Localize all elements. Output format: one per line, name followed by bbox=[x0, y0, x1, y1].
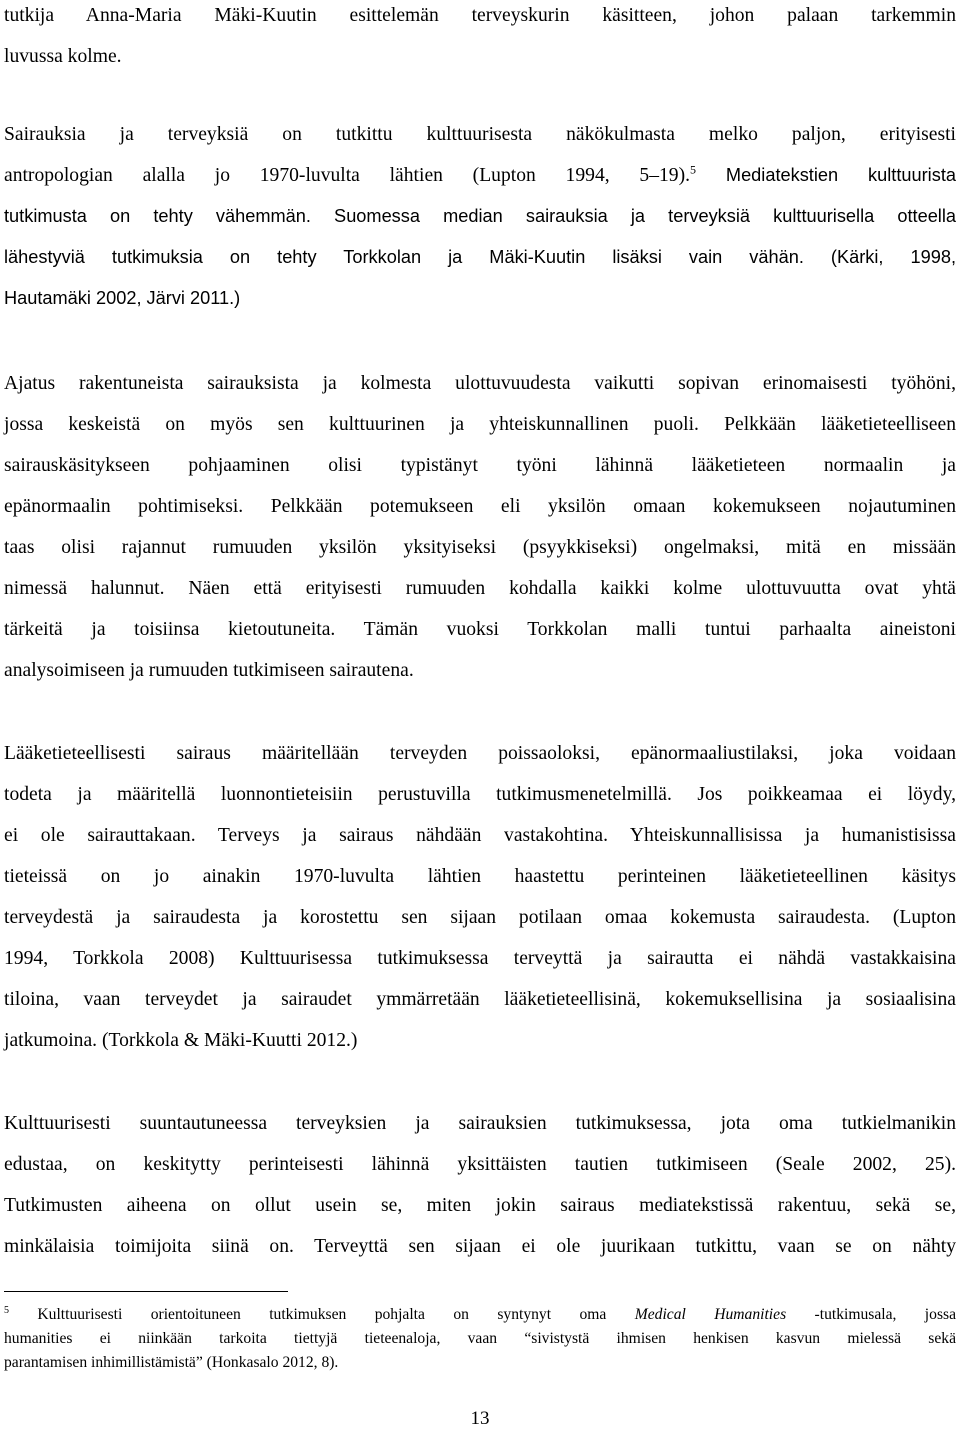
text-line: 1994, Torkkola 2008) Kulttuurisessa tutkimuksessa terveyttä ja sairautta ei nähdä vastakkaisina bbox=[4, 948, 956, 969]
page-number: 13 bbox=[470, 1408, 490, 1429]
text-line: lähestyviä tutkimuksia on tehty Torkkolan ja Mäki-Kuutin lisäksi vain vähän. (Kärki, 1998, bbox=[4, 247, 956, 267]
text-line: minkälaisia toimijoita siinä on. Terveyttä sen sijaan ei ole juurikaan tutkittu, vaan se on nähty bbox=[4, 1236, 956, 1257]
text-line: epänormaalin pohtimiseksi. Pelkkään potemukseen eli yksilön omaan kokemukseen nojautuminen bbox=[4, 496, 956, 517]
text-line: ei ole sairauttakaan. Terveys ja sairaus nähdään vastakohtina. Yhteiskunnallisissa ja humanistisissa bbox=[4, 825, 956, 846]
paragraph-5 bbox=[4, 1103, 956, 1267]
text-run: Mediatekstien kulttuurista bbox=[696, 165, 956, 185]
text-line: jatkumoina. (Torkkola & Mäki-Kuutti 2012.) bbox=[4, 1030, 358, 1051]
paragraph-3 bbox=[4, 363, 956, 691]
text-line: jossa keskeistä on myös sen kulttuurinen ja yhteiskunnallinen puoli. Pelkkään lääketieteelliseen bbox=[4, 414, 956, 435]
text-line: luvussa kolme. bbox=[4, 46, 122, 67]
paragraph-2 bbox=[4, 114, 956, 319]
text-line: Tutkimusten aiheena on ollut usein se, miten jokin sairaus mediatekstissä rakentuu, sekä se, bbox=[4, 1195, 956, 1216]
text-line bbox=[4, 155, 956, 196]
paragraph-4 bbox=[4, 733, 956, 1061]
text-line: Kulttuurisesti suuntautuneessa terveyksien ja sairauksien tutkimuksessa, jota oma tutkielmanikin bbox=[4, 1113, 956, 1134]
text-run: tutkimusta on tehty vähemmän. bbox=[4, 206, 311, 226]
footnote-separator bbox=[4, 1291, 288, 1292]
footnote-reference: 5 bbox=[690, 162, 697, 177]
text-line: tiloina, vaan terveydet ja sairaudet ymmärretään lääketieteellisinä, kokemuksellisina ja sosiaalisina bbox=[4, 989, 956, 1010]
footnote-number: 5 bbox=[4, 1304, 9, 1316]
text-run: Kulttuurisesti orientoituneen tutkimuksen pohjalta on syntynyt oma bbox=[9, 1306, 635, 1323]
text-line: tutkija Anna-Maria Mäki-Kuutin esittelemän terveyskurin käsitteen, johon palaan tarkemmin bbox=[4, 5, 956, 26]
text-line: analysoimiseen ja rumuuden tutkimiseen sairautena. bbox=[4, 660, 414, 681]
paragraph-1 bbox=[4, 0, 956, 77]
text-run-italic: Medical Humanities bbox=[634, 1306, 787, 1323]
text-line: Ajatus rakentuneista sairauksista ja kolmesta ulottuvuudesta vaikutti sopivan erinomaisesti työhöni, bbox=[4, 373, 956, 394]
text-line: todeta ja määritellä luonnontieteisiin perustuvilla tutkimusmenetelmillä. Jos poikkeamaa ei löydy, bbox=[4, 784, 956, 805]
text-run: -tutkimusala, jossa bbox=[786, 1306, 956, 1323]
text-run: antropologian alalla jo 1970-luvulta lähtien (Lupton 1994, 5–19). bbox=[4, 165, 691, 186]
text-line bbox=[4, 196, 956, 237]
text-line: Hautamäki 2002, Järvi 2011.) bbox=[4, 288, 241, 308]
footnote-line bbox=[4, 1303, 956, 1327]
text-line: taas olisi rajannut rumuuden yksilön yksityiseksi (psyykkiseksi) ongelmaksi, mitä en missään bbox=[4, 537, 956, 558]
text-line: edustaa, on keskitytty perinteisesti lähinnä yksittäisten tautien tutkimiseen (Seale 2002, 25). bbox=[4, 1154, 956, 1175]
text-line: Lääketieteellisesti sairaus määritellään terveyden poissaoloksi, epänormaaliustilaksi, joka voidaan bbox=[4, 743, 956, 764]
text-line: terveydestä ja sairaudesta ja korostettu sen sijaan potilaan omaa kokemusta sairaudesta. (Lupton bbox=[4, 907, 956, 928]
text-line: Sairauksia ja terveyksiä on tutkittu kulttuurisesta näkökulmasta melko paljon, erityisesti bbox=[4, 124, 956, 145]
text-line: sairauskäsitykseen pohjaaminen olisi typistänyt työni lähinnä lääketieteen normaalin ja bbox=[4, 455, 956, 476]
footnote-line: parantamisen inhimillistämistä” (Honkasalo 2012, 8). bbox=[4, 1354, 339, 1371]
footnote bbox=[4, 1303, 956, 1375]
text-line: tieteissä on jo ainakin 1970-luvulta lähtien haastettu perinteinen lääketieteellinen käsitys bbox=[4, 866, 956, 887]
text-run: Suomessa median sairauksia ja terveyksiä kulttuurisella otteella bbox=[310, 206, 957, 226]
text-line: nimessä halunnut. Näen että erityisesti rumuuden kohdalla kaikki kolme ulottuvuutta ovat yhtä bbox=[4, 578, 956, 599]
text-line: tärkeitä ja toisiinsa kietoutuneita. Tämän vuoksi Torkkolan malli tuntui parhaalta aineistoni bbox=[4, 619, 956, 640]
footnote-line: humanities ei niinkään tarkoita tiettyjä tieteenaloja, vaan “sivistystä ihmisen henkisen kasvun mielessä sekä bbox=[4, 1330, 956, 1347]
